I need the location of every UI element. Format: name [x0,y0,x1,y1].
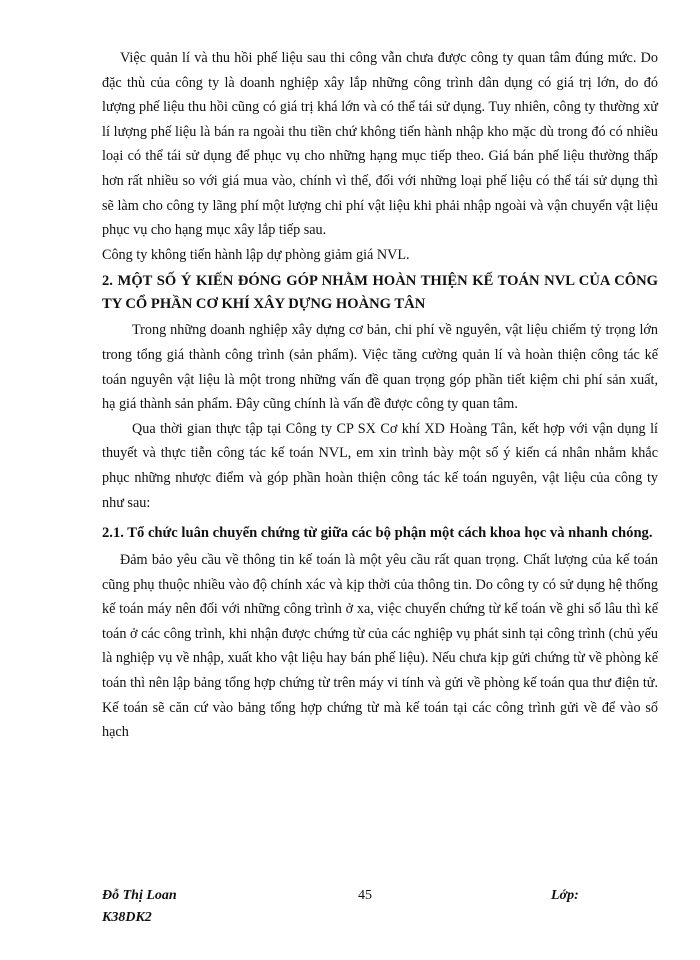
subsection-heading-2-1: 2.1. Tổ chức luân chuyển chứng từ giữa các bộ phận một cách khoa học và nhanh chóng. [102,525,653,542]
paragraph-internship: Qua thời gian thực tập tại Công ty CP SX Cơ khí XD Hoàng Tân, kết hợp với vận dụng lí thuyết và thực tiễn công tác kế toán NVL, em xin trình bày một số ý kiến cá nhân nhằm khắc phục những nhược điểm và góp phần hoàn thiện công tác kế toán nguyên, vật liệu của công ty như sau: [102,420,658,511]
footer-page-number: 45 [358,888,372,903]
paragraph-scrap-management: Việc quản lí và thu hồi phế liệu sau thi công vẫn chưa được công ty quan tâm đúng mức. Do đặc thù của công ty là doanh nghiệp xây lắp những công trình dân dụng có giá trị lớn, do đó lượng phế liệu thu hồi cũng có giá trị khá lớn và có thể tái sử dụng. Tuy nhiên, công ty thường xử lí lượng phế liệu là bán ra ngoài thu tiền chứ không tiến hành nhập kho mặc dù trong đó có nhiều loại có thể tái sử dụng để phục vụ cho những hạng mục tiếp theo. Giá bán phế liệu thường thấp hơn rất nhiều so với giá mua vào, chính vì thế, đối với những loại phế liệu có thể tái sử dụng thì sẽ làm cho công ty lãng phí một lượng chi phí vật liệu khi phải nhập ngoài và vận chuyển vật liệu phục vụ cho hạng mục xây lắp tiếp sau. [102,50,658,239]
page-content [102,46,658,745]
paragraph-no-provision: Công ty không tiến hành lập dự phòng giảm giá NVL. [102,246,410,263]
paragraph-document-flow: Đảm bảo yêu cầu về thông tin kế toán là một yêu cầu rất quan trọng. Chất lượng của kế toán cũng phụ thuộc nhiều vào độ chính xác và kịp thời của thông tin. Do công ty có sử dụng hệ thống kế toán máy nên đối với những công trình ở xa, việc chuyển chứng từ kế toán về ghi sổ lâu thì kế toán ở các công trình, khi nhận được chứng từ của các nghiệp vụ phát sinh tại công trình (chủ yếu là nghiệp vụ về nhập, xuất kho vật liệu hay bán phế liệu). Nếu chưa kịp gửi chứng từ về phòng kế toán thì nên lập bảng tổng hợp chứng từ trên máy vi tính và gửi về phòng kế toán qua thư điện tử. Kế toán sẽ căn cứ vào bảng tổng hợp chứng từ mà kế toán tại các công trình gửi về để vào sổ hạch [102,552,658,741]
section-heading-2: 2. MỘT SỐ Ý KIẾN ĐÓNG GÓP NHẰM HOÀN THIỆN KẾ TOÁN NVL CỦA CÔNG TY CỔ PHẦN CƠ KHÍ XÂY DỰNG HOÀNG TÂN [102,273,658,313]
footer-class-code: K38DK2 [102,910,152,925]
footer-class-label: Lớp: [551,888,579,903]
paragraph-material-cost: Trong những doanh nghiệp xây dựng cơ bản, chi phí về nguyên, vật liệu chiếm tỷ trọng lớn trong tổng giá thành công trình (sản phẩm). Việc tăng cường quản lí và hoàn thiện công tác kế toán nguyên vật liệu là một trong những vấn đề quan trọng góp phần tiết kiệm chi phí sản xuất, hạ giá thành sản phẩm. Đây cũng chính là vấn đề được công ty quan tâm. [102,322,658,413]
footer-author: Đỗ Thị Loan [102,888,177,903]
